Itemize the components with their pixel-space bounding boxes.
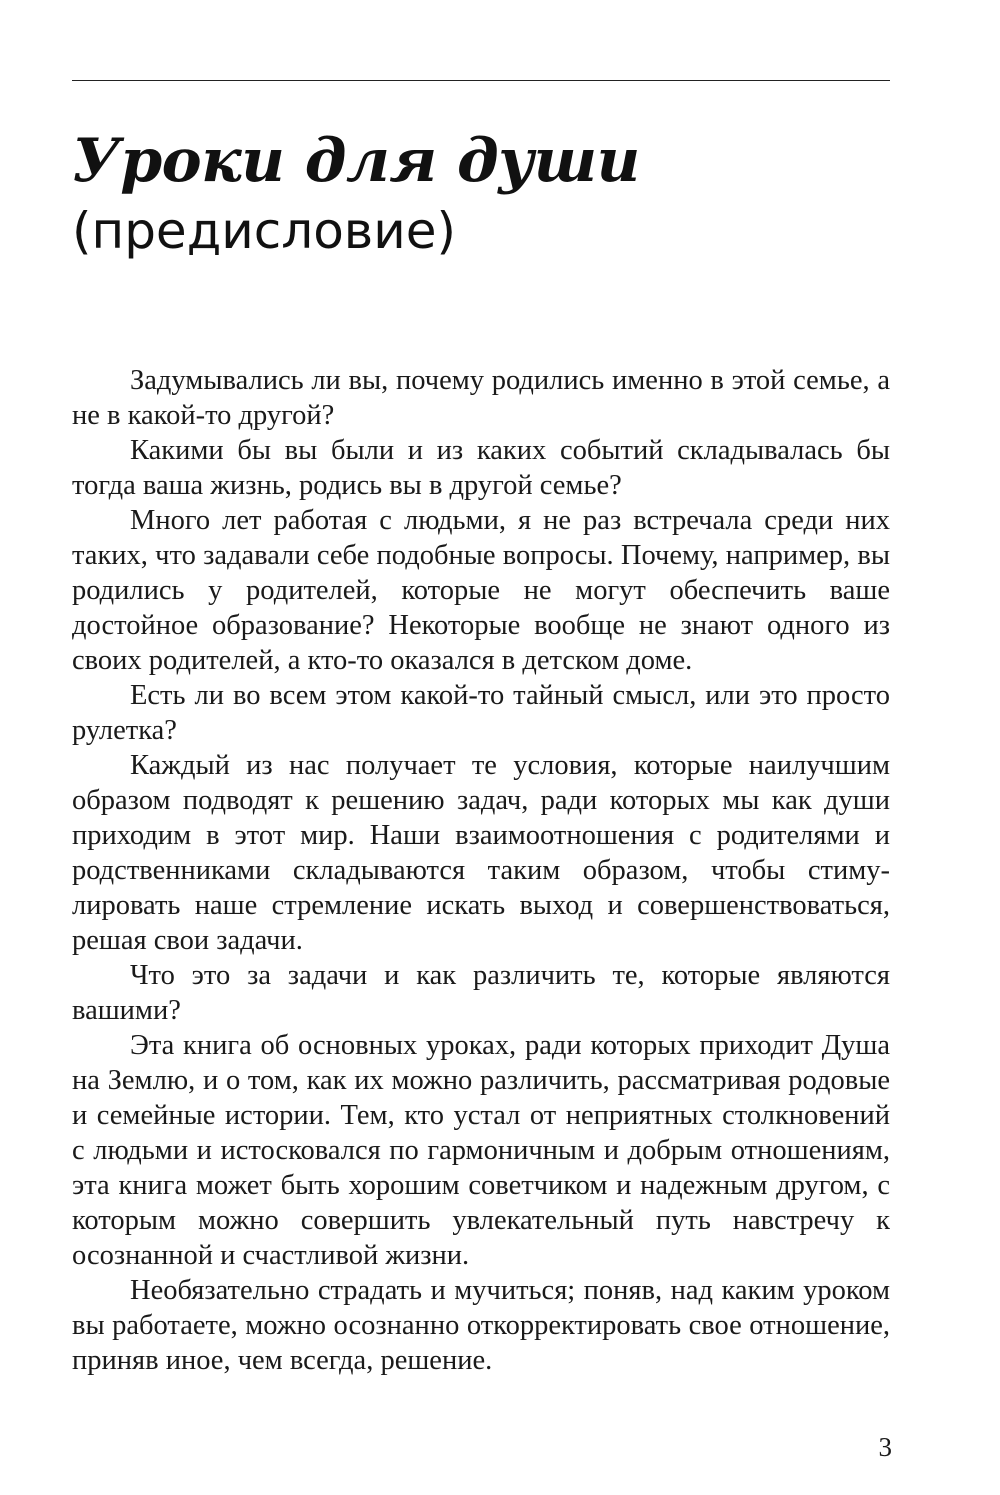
- top-rule: [72, 80, 890, 81]
- paragraph: Задумывались ли вы, почему родились именно в этой семье, а не в какой-то другой?: [72, 365, 890, 431]
- chapter-subtitle: (предисловие): [72, 202, 457, 260]
- paragraph: Необязательно страдать и мучиться; поняв, над каким уроком вы работаете, можно осознанно откорректировать свое отношение, приняв иное, чем всегда, решение.: [72, 1275, 890, 1376]
- chapter-title: Уроки для души: [72, 126, 640, 196]
- paragraph: Какими бы вы были и из каких событий складывалась бы тогда ваша жизнь, родись вы в другой семье?: [72, 435, 890, 501]
- paragraph: Много лет работая с людьми, я не раз встречала среди них таких, что задавали себе подобные вопросы. Почему, например, вы родились у родителей, которые не могут обеспечить ваше достойное образование? Некоторые вообще не знают одного из своих родителей, а кто-то оказался в детском доме.: [72, 505, 890, 676]
- paragraph: Что это за задачи и как различить те, которые являются вашими?: [72, 960, 890, 1026]
- paragraph: Каждый из нас получает те условия, которые наилучшим образом подводят к решению задач, ради которых мы как души приходим в этот мир. Наши взаимоотношения с родителями и родственниками складываются таким образом, чтобы стимулировать наше стремление искать выход и совершенствоваться, решая свои задачи.: [72, 750, 890, 956]
- page-number: 3: [878, 1432, 892, 1462]
- paragraph: Эта книга об основных уроках, ради которых приходит Душа на Землю, и о том, как их можно различить, рассматривая родовые и семейные истории. Тем, кто устал от неприятных столкновений с людьми и истосковался по гармоничным и добрым отношениям, эта книга может быть хорошим советчиком и надежным другом, с которым можно совершить увлекательный путь навстречу к осознанной и счастливой жизни.: [72, 1030, 890, 1271]
- body-text: [72, 363, 890, 1378]
- paragraph: Есть ли во всем этом какой-то тайный смысл, или это просто рулетка?: [72, 680, 890, 746]
